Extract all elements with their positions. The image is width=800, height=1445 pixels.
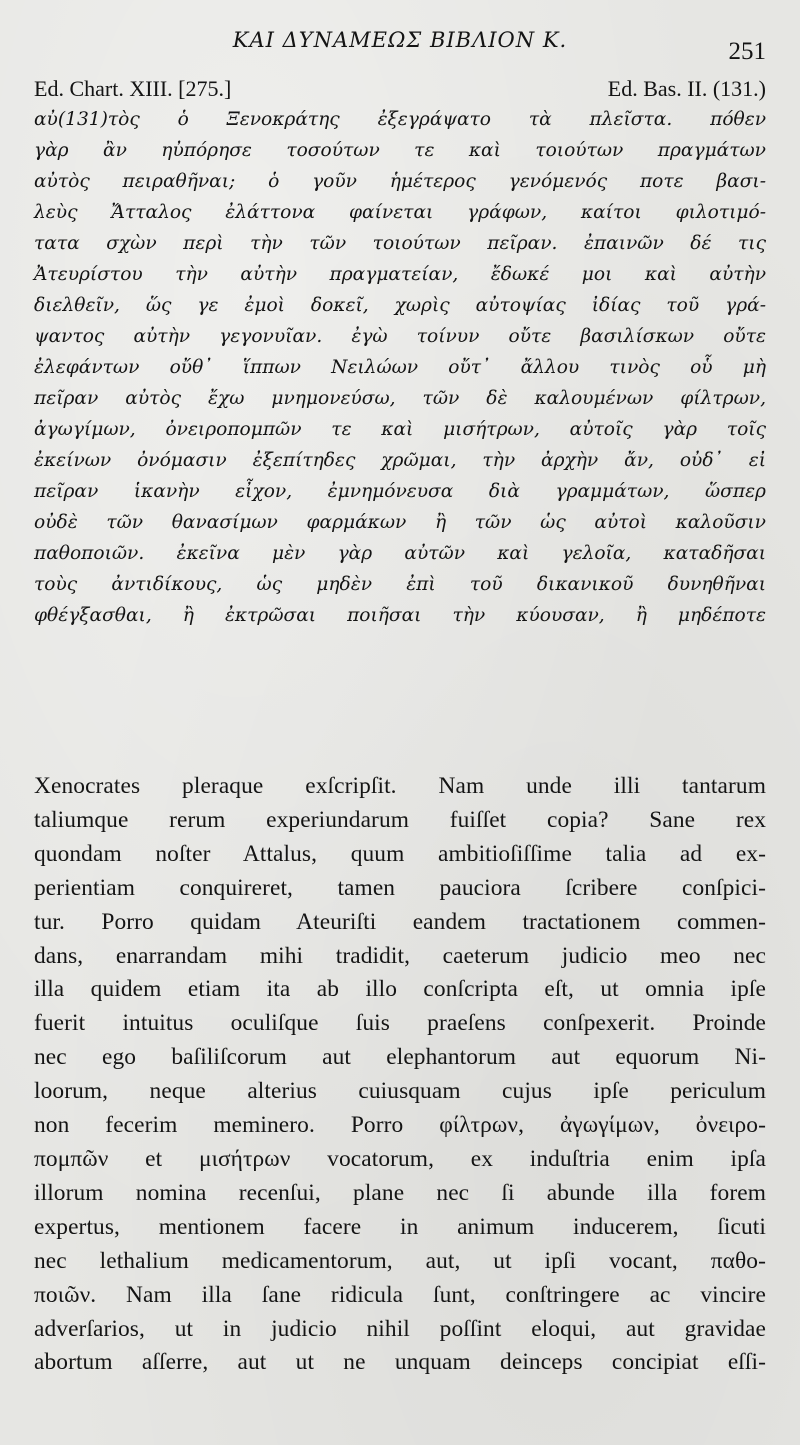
latin-line: abortum aſſerre, aut ut ne unquam deinceps concipiat eſſi- bbox=[34, 1349, 766, 1376]
greek-line: πεῖραν ἱκανὴν εἶχον, ἐμνημόνευσα διὰ γραμμάτων, ὥσπερ bbox=[34, 481, 766, 502]
latin-line: nec ego baſiliſcorum aut elephantorum aut equorum Ni- bbox=[34, 1044, 766, 1071]
latin-line: expertus, mentionem facere in animum inducerem, ſicuti bbox=[34, 1213, 766, 1240]
latin-line: non fecerim meminero. Porro φίλτρων, ἀγωγίμων, ὀνειρο- bbox=[34, 1112, 766, 1139]
greek-line: ψαντος αὐτὴν γεγονυῖαν. ἐγὼ τοίνυν οὔτε βασιλίσκων οὔτε bbox=[34, 326, 766, 347]
latin-translation bbox=[34, 770, 766, 1380]
greek-line: αὐτὸς πειραθῆναι; ὁ γοῦν ἡμέτερος γενόμενός ποτε βασι- bbox=[34, 171, 766, 192]
latin-line: Xenocrates pleraque exſcripſit. Nam unde illi tantarum bbox=[34, 773, 766, 799]
latin-line: illorum nomina recenſui, plane nec ſi abunde illa forem bbox=[34, 1179, 766, 1206]
latin-line: nec lethalium medicamentorum, aut, ut ipſi vocant, παθο- bbox=[34, 1247, 766, 1274]
greek-line: ἐκείνων ὀνόμασιν ἐξεπίτηδες χρῶμαι, τὴν ἀρχὴν ἄν, οὐδ᾽ εἰ bbox=[34, 450, 766, 471]
latin-line: πομπῶν et μισήτρων vocatorum, ex induſtria enim ipſa bbox=[34, 1145, 766, 1172]
greek-line: οὐδὲ τῶν θανασίμων φαρμάκων ἢ τῶν ὡς αὐτοὶ καλοῦσιν bbox=[34, 512, 766, 533]
latin-line: adverſarios, ut in judicio nihil poſſint eloqui, aut gravidae bbox=[34, 1315, 766, 1342]
edition-basel: Ed. Bas. II. (131.) bbox=[607, 76, 766, 101]
greek-line: φθέγξασθαι, ἢ ἐκτρῶσαι ποιῆσαι τὴν κύουσαν, ἢ μηδέποτε bbox=[34, 605, 766, 626]
greek-line: Ἀτευρίστου τὴν αὐτὴν πραγματείαν, ἔδωκέ μοι καὶ αὐτὴν bbox=[34, 264, 766, 285]
greek-line: πεῖραν αὐτὸς ἔχω μνημονεύσω, τῶν δὲ καλουμένων φίλτρων, bbox=[34, 388, 766, 409]
latin-line: ποιῶν. Nam illa ſane ridicula ſunt, conſtringere ac vincire bbox=[34, 1281, 766, 1308]
greek-line: ἀγωγίμων, ὀνειροπομπῶν τε καὶ μισήτρων, αὐτοῖς γὰρ τοῖς bbox=[34, 419, 766, 440]
latin-line: perientiam conquireret, tamen pauciora ſcribere conſpici- bbox=[34, 874, 766, 901]
latin-line: taliumque rerum experiundarum fuiſſet copia? Sane rex bbox=[34, 806, 766, 833]
latin-line: loorum, neque alterius cuiusquam cujus ipſe periculum bbox=[34, 1078, 766, 1105]
latin-line: dans, enarrandam mihi tradidit, caeterum judicio meo nec bbox=[34, 942, 766, 969]
latin-line: fuerit intuitus oculiſque ſuis praeſens conſpexerit. Proinde bbox=[34, 1010, 766, 1037]
greek-line: παθοποιῶν. ἐκεῖνα μὲν γὰρ αὐτῶν καὶ γελοῖα, καταδῆσαι bbox=[34, 543, 766, 564]
latin-line: tur. Porro quidam Ateuriſti eandem tractationem commen- bbox=[34, 908, 766, 935]
greek-text bbox=[34, 104, 766, 631]
greek-line: τοὺς ἀντιδίκους, ὡς μηδὲν ἐπὶ τοῦ δικανικοῦ δυνηθῆναι bbox=[34, 574, 766, 595]
edition-line bbox=[34, 76, 766, 102]
greek-line: ἐλεφάντων οὔθ᾽ ἵππων Νειλώων οὔτ᾽ ἄλλου τινὸς οὗ μὴ bbox=[34, 357, 766, 378]
running-title: ΚΑΙ ΔΥΝΑΜΕΩΣ ΒΙΒΛΙΟΝ Κ. bbox=[232, 28, 568, 52]
greek-line: γὰρ ἂν ηὐπόρησε τοσούτων τε καὶ τοιούτων πραγμάτων bbox=[34, 140, 766, 161]
edition-chartier: Ed. Chart. XIII. [275.] bbox=[34, 76, 232, 101]
page-number: 251 bbox=[728, 38, 766, 65]
latin-line: illa quidem etiam ita ab illo conſcripta eſt, ut omnia ipſe bbox=[34, 976, 766, 1003]
greek-line: αὐ(131)τὸς ὁ Ξενοκράτης ἐξεγράψατο τὰ πλεῖστα. πόθεν bbox=[34, 109, 766, 130]
greek-line: λεὺς Ἄτταλος ἐλάττονα φαίνεται γράφων, καίτοι φιλοτιμό- bbox=[34, 202, 766, 223]
greek-line: τατα σχὼν περὶ τὴν τῶν τοιούτων πεῖραν. ἐπαινῶν δέ τις bbox=[34, 233, 766, 254]
greek-line: διελθεῖν, ὥς γε ἐμοὶ δοκεῖ, χωρὶς αὐτοψίας ἰδίας τοῦ γρά- bbox=[34, 295, 766, 316]
latin-line: quondam noſter Attalus, quum ambitioſiſſime talia ad ex- bbox=[34, 840, 766, 867]
